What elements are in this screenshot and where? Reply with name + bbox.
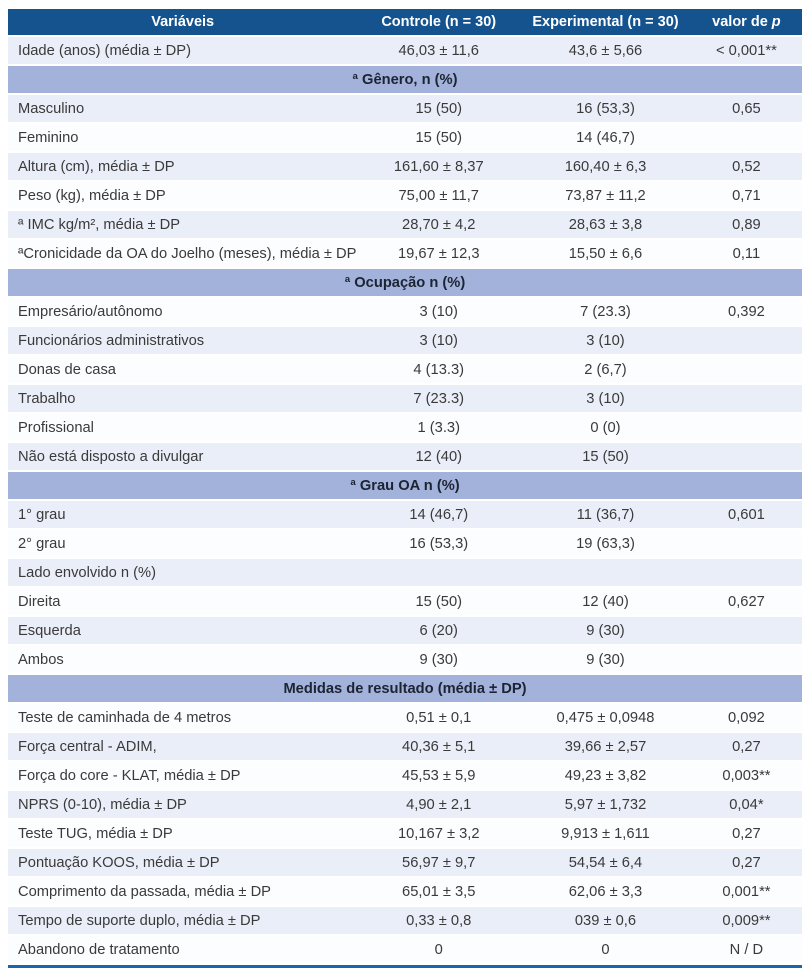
p-value-cell: < 0,001**	[691, 37, 802, 66]
p-value-cell	[691, 559, 802, 588]
table-row	[8, 762, 802, 791]
experimental-value-cell: 19 (63,3)	[520, 530, 691, 559]
experimental-value-cell: 9,913 ± 1,611	[520, 820, 691, 849]
controle-value-cell: 15 (50)	[357, 95, 520, 124]
p-value-cell: 0,009**	[691, 907, 802, 936]
controle-value-cell: 56,97 ± 9,7	[357, 849, 520, 878]
p-value-cell	[691, 356, 802, 385]
table-row	[8, 182, 802, 211]
variable-label-cell: Funcionários administrativos	[8, 327, 357, 356]
table-row	[8, 617, 802, 646]
experimental-value-cell: 11 (36,7)	[520, 501, 691, 530]
controle-value-cell: 1 (3.3)	[357, 414, 520, 443]
table-row	[8, 298, 802, 327]
controle-value-cell: 10,167 ± 3,2	[357, 820, 520, 849]
column-header-variaveis: Variáveis	[8, 9, 357, 37]
p-value-cell: 0,001**	[691, 878, 802, 907]
controle-value-cell: 45,53 ± 5,9	[357, 762, 520, 791]
experimental-value-cell: 2 (6,7)	[520, 356, 691, 385]
table-row	[8, 646, 802, 675]
variable-label-cell: Idade (anos) (média ± DP)	[8, 37, 357, 66]
experimental-value-cell: 15 (50)	[520, 443, 691, 472]
table-row	[8, 240, 802, 269]
column-header-experimental: Experimental (n = 30)	[520, 9, 691, 37]
column-header-controle: Controle (n = 30)	[357, 9, 520, 37]
experimental-value-cell: 15,50 ± 6,6	[520, 240, 691, 269]
p-value-cell: 0,092	[691, 704, 802, 733]
section-title: ª Gênero, n (%)	[8, 66, 802, 95]
variable-label-cell: 1° grau	[8, 501, 357, 530]
p-value-cell: 0,89	[691, 211, 802, 240]
p-value-cell: 0,003**	[691, 762, 802, 791]
variable-label-cell: Donas de casa	[8, 356, 357, 385]
table-row	[8, 588, 802, 617]
experimental-value-cell: 16 (53,3)	[520, 95, 691, 124]
controle-value-cell: 19,67 ± 12,3	[357, 240, 520, 269]
p-value-cell	[691, 530, 802, 559]
table-row	[8, 153, 802, 182]
table-row	[8, 414, 802, 443]
controle-value-cell: 65,01 ± 3,5	[357, 878, 520, 907]
experimental-value-cell: 54,54 ± 6,4	[520, 849, 691, 878]
p-value-cell: 0,27	[691, 849, 802, 878]
table-row	[8, 530, 802, 559]
p-value-cell	[691, 414, 802, 443]
p-value-cell	[691, 646, 802, 675]
experimental-value-cell: 7 (23.3)	[520, 298, 691, 327]
variable-label-cell: Direita	[8, 588, 357, 617]
table-row	[8, 501, 802, 530]
table-row	[8, 878, 802, 907]
controle-value-cell: 3 (10)	[357, 298, 520, 327]
variable-label-cell: Não está disposto a divulgar	[8, 443, 357, 472]
variable-label-cell: ªCronicidade da OA do Joelho (meses), média ± DP	[8, 240, 357, 269]
variable-label-cell: Empresário/autônomo	[8, 298, 357, 327]
section-header-row	[8, 472, 802, 501]
experimental-value-cell: 62,06 ± 3,3	[520, 878, 691, 907]
variable-label-cell: Teste de caminhada de 4 metros	[8, 704, 357, 733]
p-value-header-italic-p: p	[771, 14, 781, 30]
controle-value-cell: 4,90 ± 2,1	[357, 791, 520, 820]
table-row	[8, 211, 802, 240]
experimental-value-cell: 0	[520, 936, 691, 965]
controle-value-cell: 4 (13.3)	[357, 356, 520, 385]
p-value-cell: 0,627	[691, 588, 802, 617]
results-table-container	[8, 9, 802, 968]
p-value-cell	[691, 385, 802, 414]
controle-value-cell: 15 (50)	[357, 124, 520, 153]
controle-value-cell: 0,33 ± 0,8	[357, 907, 520, 936]
experimental-value-cell: 039 ± 0,6	[520, 907, 691, 936]
controle-value-cell: 46,03 ± 11,6	[357, 37, 520, 66]
variable-label-cell: Teste TUG, média ± DP	[8, 820, 357, 849]
section-header-row	[8, 269, 802, 298]
variable-label-cell: Peso (kg), média ± DP	[8, 182, 357, 211]
experimental-value-cell: 43,6 ± 5,66	[520, 37, 691, 66]
variable-label-cell: Abandono de tratamento	[8, 936, 357, 965]
variable-label-cell: 2° grau	[8, 530, 357, 559]
table-row	[8, 356, 802, 385]
p-value-cell: 0,71	[691, 182, 802, 211]
experimental-value-cell: 14 (46,7)	[520, 124, 691, 153]
controle-value-cell: 75,00 ± 11,7	[357, 182, 520, 211]
controle-value-cell: 28,70 ± 4,2	[357, 211, 520, 240]
p-value-cell: 0,601	[691, 501, 802, 530]
controle-value-cell: 14 (46,7)	[357, 501, 520, 530]
table-row	[8, 37, 802, 66]
header-row	[8, 9, 802, 37]
table-row	[8, 443, 802, 472]
experimental-value-cell: 160,40 ± 6,3	[520, 153, 691, 182]
variable-label-cell: Feminino	[8, 124, 357, 153]
variable-label-cell: Profissional	[8, 414, 357, 443]
variable-label-cell: Comprimento da passada, média ± DP	[8, 878, 357, 907]
variable-label-cell: ª IMC kg/m², média ± DP	[8, 211, 357, 240]
variable-label-cell: Tempo de suporte duplo, média ± DP	[8, 907, 357, 936]
variable-label-cell: Pontuação KOOS, média ± DP	[8, 849, 357, 878]
experimental-value-cell	[520, 559, 691, 588]
p-value-cell	[691, 327, 802, 356]
p-value-cell: 0,392	[691, 298, 802, 327]
variable-label-cell: Força central - ADIM,	[8, 733, 357, 762]
table-row	[8, 907, 802, 936]
experimental-value-cell: 3 (10)	[520, 327, 691, 356]
p-value-cell: 0,11	[691, 240, 802, 269]
controle-value-cell: 6 (20)	[357, 617, 520, 646]
p-value-cell	[691, 443, 802, 472]
experimental-value-cell: 5,97 ± 1,732	[520, 791, 691, 820]
table-row	[8, 936, 802, 965]
table-row	[8, 820, 802, 849]
section-title: ª Ocupação n (%)	[8, 269, 802, 298]
table-body	[8, 37, 802, 965]
table-row	[8, 791, 802, 820]
controle-value-cell: 9 (30)	[357, 646, 520, 675]
section-title: Medidas de resultado (média ± DP)	[8, 675, 802, 704]
controle-value-cell: 7 (23.3)	[357, 385, 520, 414]
table-row	[8, 95, 802, 124]
controle-value-cell: 0	[357, 936, 520, 965]
table-row	[8, 704, 802, 733]
variable-label-cell: Trabalho	[8, 385, 357, 414]
p-value-cell: 0,65	[691, 95, 802, 124]
variable-label-cell: Ambos	[8, 646, 357, 675]
section-header-row	[8, 675, 802, 704]
experimental-value-cell: 0 (0)	[520, 414, 691, 443]
controle-value-cell: 12 (40)	[357, 443, 520, 472]
controle-value-cell: 40,36 ± 5,1	[357, 733, 520, 762]
controle-value-cell	[357, 559, 520, 588]
p-value-cell	[691, 617, 802, 646]
p-value-cell: N / D	[691, 936, 802, 965]
variable-label-cell: Lado envolvido n (%)	[8, 559, 357, 588]
experimental-value-cell: 39,66 ± 2,57	[520, 733, 691, 762]
experimental-value-cell: 12 (40)	[520, 588, 691, 617]
table-header	[8, 9, 802, 37]
table-row	[8, 849, 802, 878]
table-row	[8, 385, 802, 414]
controle-value-cell: 15 (50)	[357, 588, 520, 617]
experimental-value-cell: 49,23 ± 3,82	[520, 762, 691, 791]
variable-label-cell: Masculino	[8, 95, 357, 124]
column-header-p-value	[691, 9, 802, 37]
variable-label-cell: Altura (cm), média ± DP	[8, 153, 357, 182]
p-value-cell: 0,27	[691, 733, 802, 762]
table-row	[8, 327, 802, 356]
p-value-cell: 0,52	[691, 153, 802, 182]
controle-value-cell: 16 (53,3)	[357, 530, 520, 559]
section-title: ª Grau OA n (%)	[8, 472, 802, 501]
p-value-cell	[691, 124, 802, 153]
p-value-header-prefix: valor de	[712, 14, 772, 30]
table-row	[8, 559, 802, 588]
experimental-value-cell: 28,63 ± 3,8	[520, 211, 691, 240]
variable-label-cell: Esquerda	[8, 617, 357, 646]
p-value-cell: 0,04*	[691, 791, 802, 820]
variable-label-cell: NPRS (0-10), média ± DP	[8, 791, 357, 820]
results-table	[8, 9, 802, 968]
controle-value-cell: 0,51 ± 0,1	[357, 704, 520, 733]
experimental-value-cell: 9 (30)	[520, 617, 691, 646]
section-header-row	[8, 66, 802, 95]
controle-value-cell: 161,60 ± 8,37	[357, 153, 520, 182]
experimental-value-cell: 3 (10)	[520, 385, 691, 414]
table-row	[8, 733, 802, 762]
experimental-value-cell: 9 (30)	[520, 646, 691, 675]
experimental-value-cell: 0,475 ± 0,0948	[520, 704, 691, 733]
experimental-value-cell: 73,87 ± 11,2	[520, 182, 691, 211]
table-row	[8, 124, 802, 153]
controle-value-cell: 3 (10)	[357, 327, 520, 356]
variable-label-cell: Força do core - KLAT, média ± DP	[8, 762, 357, 791]
p-value-cell: 0,27	[691, 820, 802, 849]
